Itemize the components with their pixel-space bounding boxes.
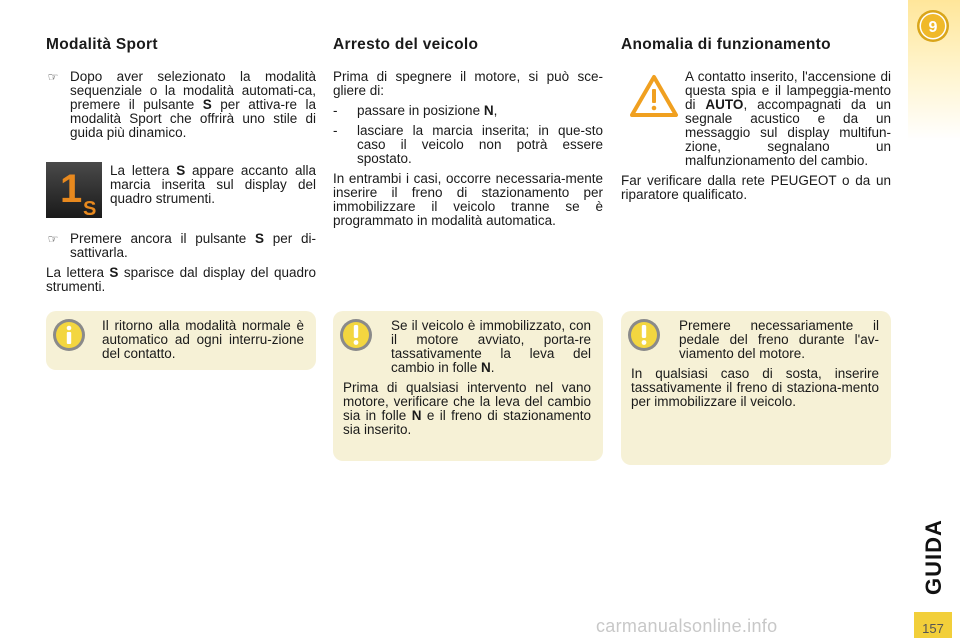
- column-malfunction: [621, 38, 891, 208]
- column-sport-mode: [46, 38, 316, 300]
- pointing-hand-icon: ☞: [47, 232, 59, 246]
- chapter-badge: [916, 9, 950, 43]
- malfunction-paragraph-2: Far verificare dalla rete PEUGEOT o da un riparatore qualificato.: [621, 173, 891, 202]
- gear-digit: 1: [60, 167, 83, 211]
- malfunction-paragraph-1: A contatto inserito, l'accensione di questa spia e il lampeggia-mento di AUTO, accompagnati da un segnale acustico e da un messaggio sul display multifun-zione, segnalano un malfunzionamento del cambio.: [685, 69, 891, 168]
- warning-box-stop-text-1: Se il veicolo è immobilizzato, con il motore avviato, porta-re tassativamente la leva del cambio in folle N.: [391, 318, 591, 375]
- section-title-sport: Modalità Sport: [46, 36, 158, 53]
- chapter-sidebar: [908, 0, 960, 640]
- warning-box-stop-text-2: Prima di qualsiasi intervento nel vano motore, verificare che la leva del cambio sia in folle N e il freno di stazionamento sia inserito.: [343, 380, 591, 437]
- warning-box-stop: [333, 311, 603, 461]
- warning-box-malfunction: [621, 311, 891, 465]
- gear-display-row: [46, 162, 316, 218]
- stop-intro: Prima di spegnere il motore, si può sce-gliere di:: [333, 69, 603, 98]
- page-number: 157: [914, 612, 952, 638]
- watermark: carmanualsonline.info: [596, 616, 778, 636]
- gear-description: La lettera S appare accanto alla marcia inserita sul display del quadro strumenti.: [110, 163, 316, 206]
- section-title-stop: Arresto del veicolo: [333, 36, 479, 53]
- column-vehicle-stop: [333, 38, 603, 234]
- pointing-hand-icon: ☞: [47, 70, 59, 84]
- warning-box-malfunction-text-1: Premere necessariamente il pedale del freno durante l'av-viamento del motore.: [679, 318, 879, 361]
- gear-display-icon: [46, 162, 102, 218]
- stop-conclusion: In entrambi i casi, occorre necessaria-mente inserire il freno di stazionamento per immobilizzare il veicolo tranne se è programmato in modalità automatica.: [333, 171, 603, 228]
- sport-paragraph-3: La lettera S sparisce dal display del quadro strumenti.: [46, 265, 316, 294]
- info-box-sport: [46, 311, 316, 370]
- sport-paragraph-2: ☞ Premere ancora il pulsante S per di-sattivarla.: [47, 231, 316, 260]
- info-box-sport-text: Il ritorno alla modalità normale è automatico ad ogni interru-zione del contatto.: [102, 318, 304, 361]
- section-label: GUIDA: [921, 519, 947, 595]
- gear-letter: S: [83, 198, 97, 218]
- warning-box-malfunction-text-2: In qualsiasi caso di sosta, inserire tassativamente il freno di staziona-mento per immobilizzare il veicolo.: [631, 366, 879, 409]
- stop-list-item-1: - passare in posizione N,: [333, 103, 498, 118]
- warning-triangle-icon: [629, 74, 679, 118]
- chapter-number: 9: [928, 19, 938, 36]
- malfunction-warning-row: [621, 70, 891, 168]
- info-icon: [52, 318, 86, 352]
- sport-paragraph-1: ☞ Dopo aver selezionato la modalità sequenziale o la modalità automati-ca, premere il pulsante S per attiva-re la modalità Sport che offrirà uno stile di guida più dinamico.: [47, 69, 316, 140]
- section-title-malfunction: Anomalia di funzionamento: [621, 36, 831, 53]
- stop-list-item-2: - lasciare la marcia inserita; in que-sto caso il veicolo non potrà essere spostato.: [333, 123, 603, 166]
